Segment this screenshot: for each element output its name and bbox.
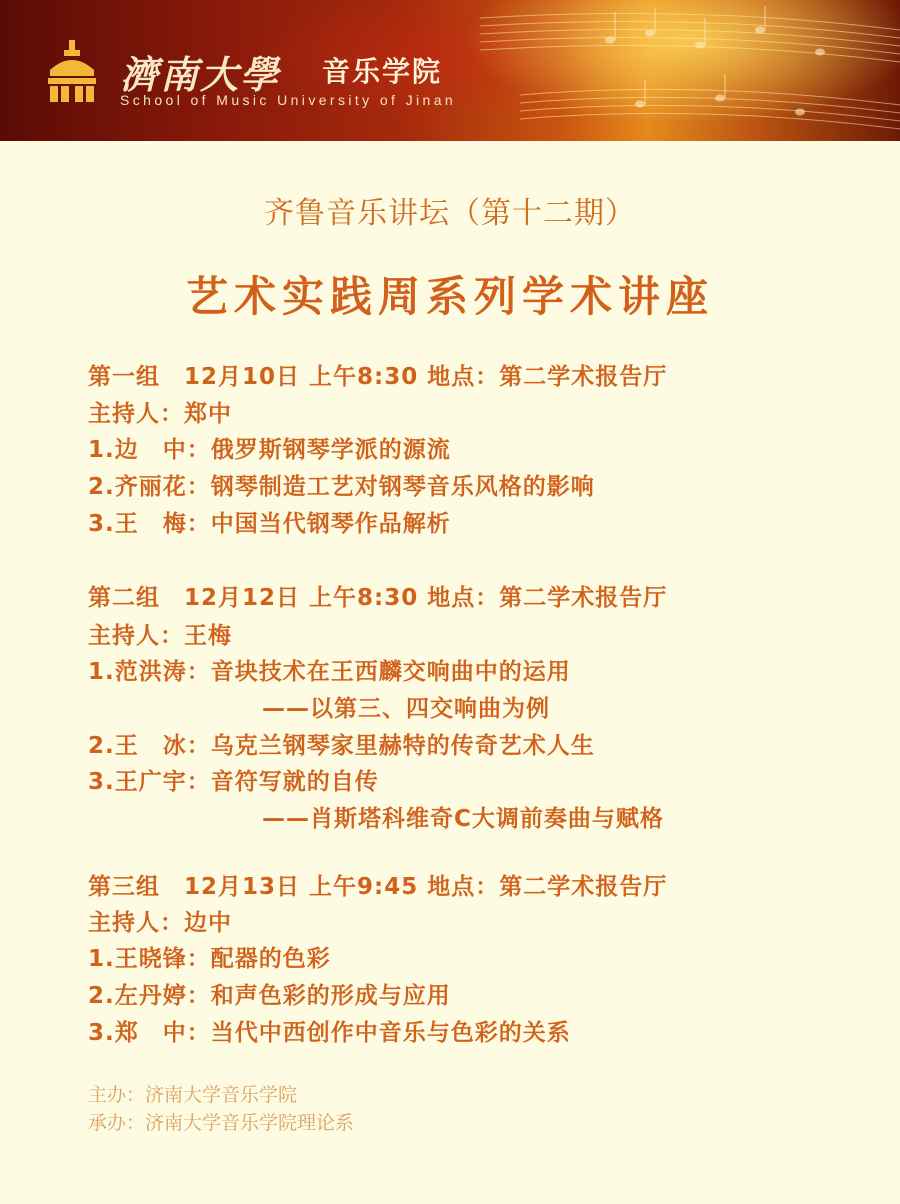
group-3-talk-3: 3.郑 中：当代中西创作中音乐与色彩的关系 [88, 1020, 571, 1046]
group-2-talk-3: 3.王广宇：音符写就的自传 [88, 769, 379, 795]
group-2-host: 主持人：王梅 [88, 623, 232, 649]
group-1-heading: 第一组 12月10日 上午8:30 地点：第二学术报告厅 [88, 364, 668, 390]
co-organizer-text: 承办：济南大学音乐学院理论系 [88, 1112, 355, 1134]
group-2-talk-3-subtitle: ——肖斯塔科维奇C大调前奏曲与赋格 [262, 806, 664, 832]
group-1-host: 主持人：郑中 [88, 401, 232, 427]
university-logo-icon [44, 40, 100, 102]
header-banner [0, 0, 900, 141]
group-2-talk-1: 1.范洪涛：音块技术在王西麟交响曲中的运用 [88, 659, 571, 685]
school-name-en: School of Music University of Jinan [120, 92, 457, 108]
group-3-heading: 第三组 12月13日 上午9:45 地点：第二学术报告厅 [88, 874, 668, 900]
school-name-cn: 音乐学院 [322, 55, 443, 88]
group-2-heading: 第二组 12月12日 上午8:30 地点：第二学术报告厅 [88, 585, 668, 611]
page-title: 艺术实践周系列学术讲座 [185, 272, 714, 321]
group-3-host: 主持人：边中 [88, 910, 232, 936]
group-1-talk-2: 2.齐丽花：钢琴制造工艺对钢琴音乐风格的影响 [88, 474, 595, 500]
group-3-talk-1: 1.王晓锋：配器的色彩 [88, 946, 331, 972]
group-1-talk-1: 1.边 中：俄罗斯钢琴学派的源流 [88, 437, 451, 463]
group-3-talk-2: 2.左丹婷：和声色彩的形成与应用 [88, 983, 451, 1009]
organizer-text: 主办：济南大学音乐学院 [88, 1084, 298, 1106]
group-2-talk-1-subtitle: ——以第三、四交响曲为例 [262, 696, 550, 722]
event-subtitle: 齐鲁音乐讲坛（第十二期） [264, 196, 636, 231]
group-1-talk-3: 3.王 梅：中国当代钢琴作品解析 [88, 511, 451, 537]
university-name-cn: 濟南大學 [120, 52, 281, 97]
group-2-talk-2: 2.王 冰：乌克兰钢琴家里赫特的传奇艺术人生 [88, 733, 595, 759]
